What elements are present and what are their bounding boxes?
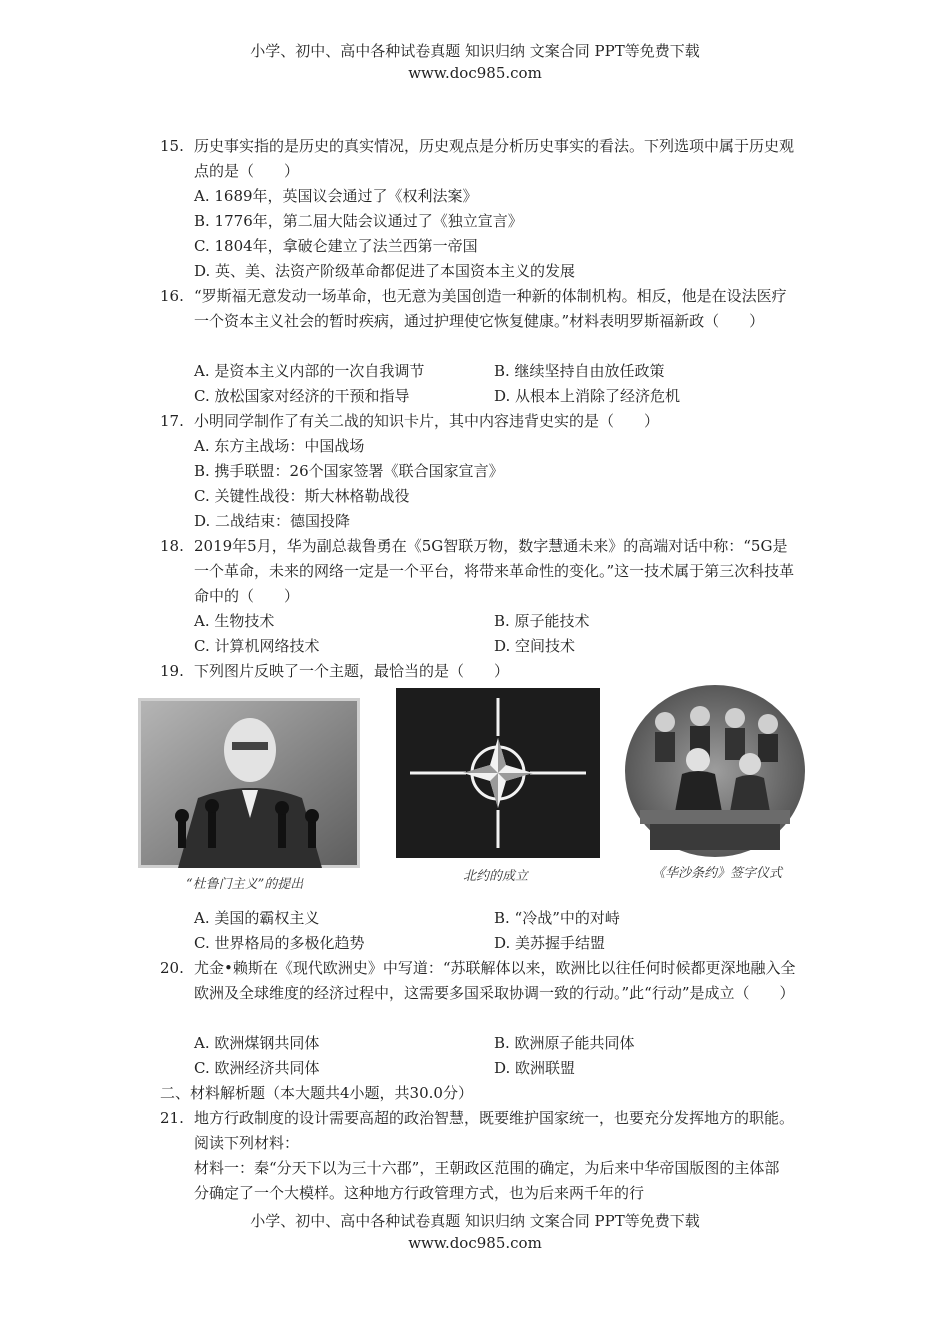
caption-nato: 北约的成立 <box>463 869 529 884</box>
header-line2: www.doc985.com <box>408 64 542 82</box>
q16-option-a: A. 是资本主义内部的一次自我调节 <box>194 362 425 380</box>
question-text: 小明同学制作了有关二战的知识卡片，其中内容违背史实的是（ ） <box>194 412 660 430</box>
question-number: 20. <box>160 959 184 977</box>
question-text: 2019年5月，华为副总裁鲁勇在《5G智联万物，数字慧通未来》的高端对话中称：“5G是一个革命，未来的网络一定是一个平台，将带来革命性的变化。”这一技术属于第三次科技革命中的（ ） <box>194 537 795 605</box>
q19-option-c: C. 世界格局的多极化趋势 <box>194 934 365 952</box>
q18-option-d: D. 空间技术 <box>494 637 576 655</box>
question-number: 18. <box>160 537 184 555</box>
q20-option-a: A. 欧洲煤钢共同体 <box>194 1034 320 1052</box>
question-text: 地方行政制度的设计需要高超的政治智慧，既要维护国家统一，也要充分发挥地方的职能。阅读下列材料： <box>194 1109 795 1152</box>
section-heading: 二、材料解析题（本大题共4小题，共30.0分） <box>160 1084 473 1102</box>
question-20 <box>160 956 800 1006</box>
page-header <box>0 40 950 84</box>
warsaw-pact-photo <box>620 682 810 860</box>
q18-option-a: A. 生物技术 <box>194 612 275 630</box>
q15-option-c: C. 1804年，拿破仑建立了法兰西第一帝国 <box>194 237 478 255</box>
question-18 <box>160 534 800 609</box>
q17-option-c: C. 关键性战役：斯大林格勒战役 <box>194 487 410 505</box>
question-21 <box>160 1106 800 1156</box>
question-number: 15. <box>160 137 184 155</box>
question-number: 16. <box>160 287 184 305</box>
question-number: 21. <box>160 1109 184 1127</box>
header-line1: 小学、初中、高中各种试卷真题 知识归纳 文案合同 PPT等免费下载 <box>250 42 700 60</box>
footer-line2: www.doc985.com <box>408 1234 542 1252</box>
q16-option-d: D. 从根本上消除了经济危机 <box>494 387 681 405</box>
q16-option-c: C. 放松国家对经济的干预和指导 <box>194 387 410 405</box>
q20-option-b: B. 欧洲原子能共同体 <box>494 1034 635 1052</box>
page-footer <box>0 1210 950 1254</box>
question-19 <box>160 659 800 684</box>
question-text: 历史事实指的是历史的真实情况，历史观点是分析历史事实的看法。下列选项中属于历史观点的是（ ） <box>194 137 795 180</box>
caption-warsaw-pact: 《华沙条约》签字仪式 <box>652 866 783 881</box>
question-15 <box>160 134 800 184</box>
q15-option-a: A. 1689年，英国议会通过了《权利法案》 <box>194 187 478 205</box>
question-text: 下列图片反映了一个主题，最恰当的是（ ） <box>194 662 510 680</box>
q21-material-1: 材料一：秦“分天下以为三十六郡”，王朝政区范围的确定，为后来中华帝国版图的主体部分确定了一个大模样。这种地方行政管理方式，也为后来两千年的行 <box>194 1159 780 1202</box>
q20-option-c: C. 欧洲经济共同体 <box>194 1059 320 1077</box>
question-16 <box>160 284 800 334</box>
q16-option-b: B. 继续坚持自由放任政策 <box>494 362 665 380</box>
q15-option-b: B. 1776年，第二届大陆会议通过了《独立宣言》 <box>194 212 523 230</box>
question-text: “罗斯福无意发动一场革命，也无意为美国创造一种新的体制机构。相反，他是在设法医疗一个资本主义社会的暂时疾病，通过护理使它恢复健康。”材料表明罗斯福新政（ ） <box>194 287 787 330</box>
q18-option-c: C. 计算机网络技术 <box>194 637 320 655</box>
footer-line1: 小学、初中、高中各种试卷真题 知识归纳 文案合同 PPT等免费下载 <box>250 1212 700 1230</box>
q20-option-d: D. 欧洲联盟 <box>494 1059 576 1077</box>
caption-truman-doctrine: “杜鲁门主义”的提出 <box>186 877 304 892</box>
question-number: 17. <box>160 412 184 430</box>
truman-photo <box>138 698 360 868</box>
q15-option-d: D. 英、美、法资产阶级革命都促进了本国资本主义的发展 <box>194 262 576 280</box>
q17-option-a: A. 东方主战场：中国战场 <box>194 437 365 455</box>
q18-option-b: B. 原子能技术 <box>494 612 590 630</box>
q17-option-d: D. 二战结束：德国投降 <box>194 512 351 530</box>
question-17 <box>160 409 800 434</box>
q17-option-b: B. 携手联盟：26个国家签署《联合国家宣言》 <box>194 462 504 480</box>
question-number: 19. <box>160 662 184 680</box>
q19-option-d: D. 美苏握手结盟 <box>494 934 606 952</box>
question-text: 尤金•赖斯在《现代欧洲史》中写道：“苏联解体以来，欧洲比以往任何时候都更深地融入全欧洲及全球维度的经济过程中，这需要多国采取协调一致的行动。”此“行动”是成立（ ） <box>194 959 796 1002</box>
q19-option-b: B. “冷战”中的对峙 <box>494 909 620 927</box>
q19-option-a: A. 美国的霸权主义 <box>194 909 320 927</box>
nato-flag-photo <box>396 688 600 858</box>
